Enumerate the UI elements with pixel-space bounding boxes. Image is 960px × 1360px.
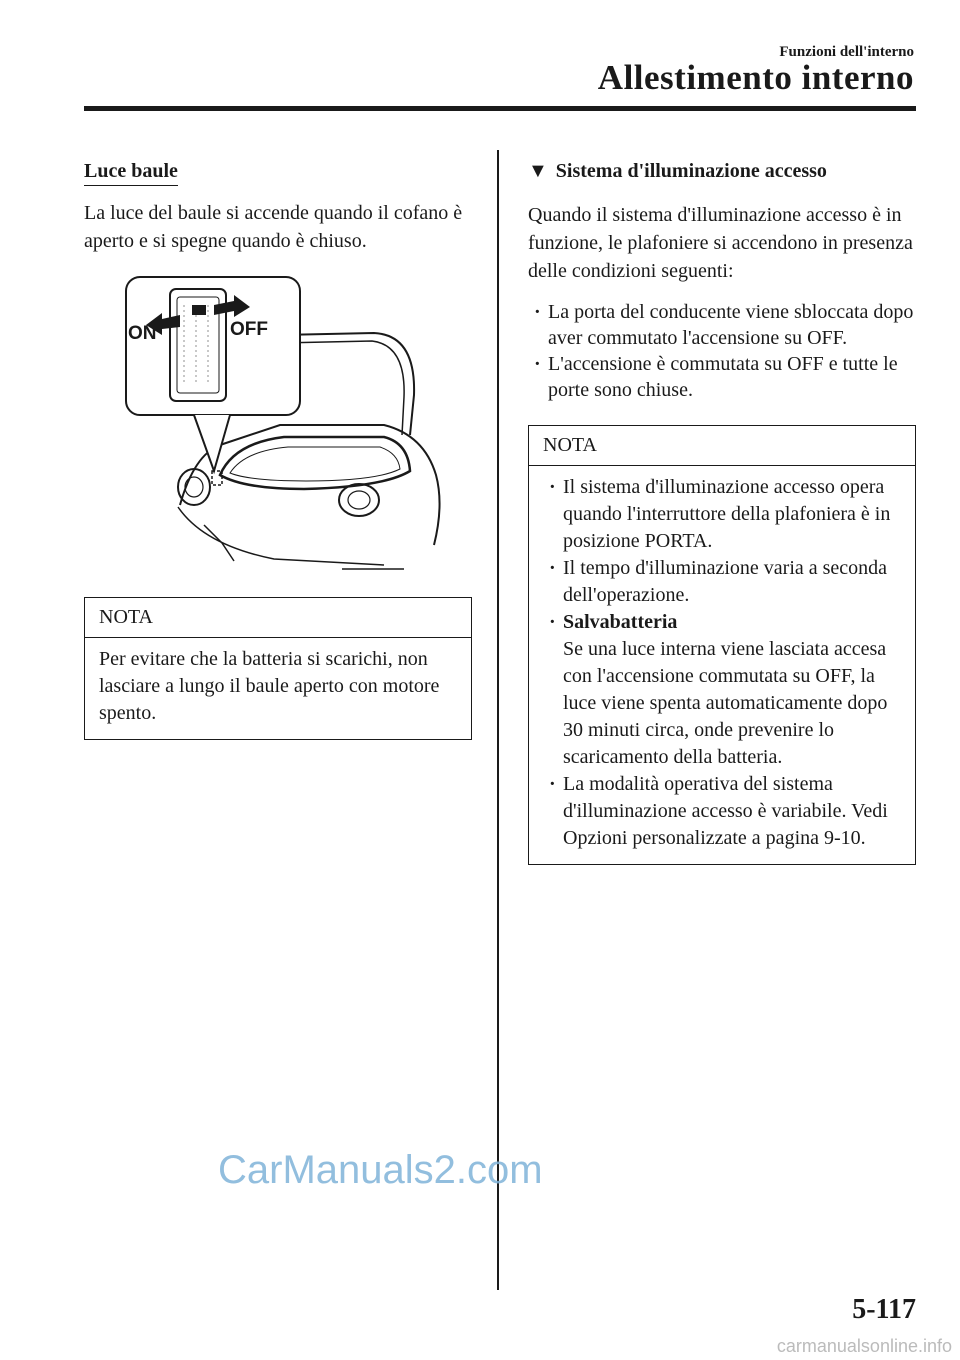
note-list <box>543 474 901 852</box>
list-item: · L'accensione è commutata su OFF e tutte le porte sono chiuse. <box>528 351 916 403</box>
condition-list <box>528 299 916 403</box>
note-heading: NOTA <box>529 426 915 466</box>
trunk-note-box <box>84 597 472 740</box>
off-label: OFF <box>230 319 268 340</box>
list-item: · Il sistema d'illuminazione accesso opera quando l'interruttore della plafoniera è in posizione PORTA. <box>543 474 901 555</box>
access-light-section-heading <box>528 160 916 183</box>
left-column <box>84 160 472 740</box>
battery-saver-text: Se una luce interna viene lasciata accesa con l'accensione commutata su OFF, la luce viene spenta automaticamente dopo 30 minuti circa, onde prevenire lo scaricamento della batteria. <box>563 638 888 768</box>
note-body <box>529 466 915 864</box>
access-note-box <box>528 425 916 865</box>
trunk-light-illustration <box>84 275 472 575</box>
trunk-illustration-svg <box>84 275 472 575</box>
trunk-light-paragraph: La luce del baule si accende quando il cofano è aperto e si spegne quando è chiuso. <box>84 202 463 252</box>
list-item <box>543 609 901 771</box>
access-light-paragraph: Quando il sistema d'illuminazione accesso è in funzione, le plafoniere si accendono in presenza delle condizioni seguenti: <box>528 204 913 282</box>
section-title: Sistema d'illuminazione accesso <box>555 160 827 182</box>
trunk-light-subhead: Luce baule <box>84 160 178 186</box>
triangle-marker-icon: ▼ <box>528 160 548 182</box>
on-label: ON <box>128 323 157 344</box>
column-divider <box>497 150 499 1290</box>
header-rule <box>84 106 916 111</box>
footer-site: carmanualsonline.info <box>776 1336 952 1356</box>
page-title: Allestimento interno <box>597 58 914 97</box>
page-number: 5-117 <box>852 1294 916 1325</box>
list-item: · Il tempo d'illuminazione varia a seconda dell'operazione. <box>543 555 901 609</box>
list-item: · La modalità operativa del sistema d'illuminazione accesso è variabile. Vedi Opzioni personalizzate a pagina 9-10. <box>543 771 901 852</box>
right-column <box>528 160 916 865</box>
watermark: CarManuals2.com <box>218 1148 543 1192</box>
note-text: Per evitare che la batteria si scarichi, non lasciare a lungo il baule aperto con motore spento. <box>99 648 440 724</box>
battery-saver-label: Salvabatteria <box>563 611 678 633</box>
chapter-subtitle: Funzioni dell'interno <box>779 44 914 60</box>
list-item: · La porta del conducente viene sbloccata dopo aver commutato l'accensione su OFF. <box>528 299 916 351</box>
note-heading: NOTA <box>85 598 471 638</box>
